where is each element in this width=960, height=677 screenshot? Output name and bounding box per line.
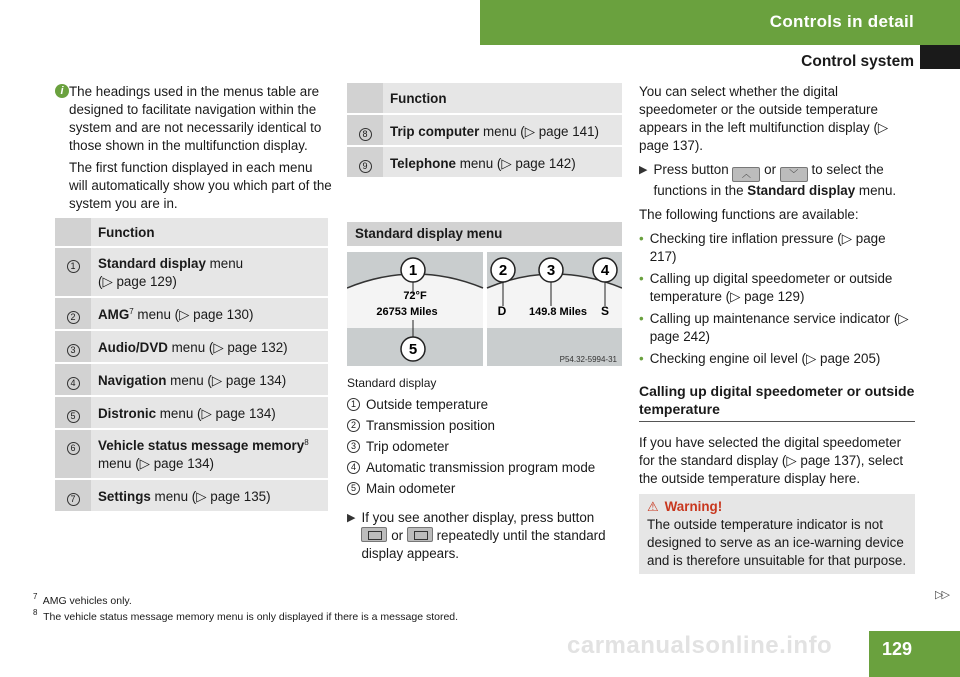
footnotes xyxy=(33,593,458,625)
table-row: 7 Settings menu (▷ page 135) xyxy=(55,480,328,513)
page-number: 129 xyxy=(881,639,912,659)
list-item: • Calling up digital speedometer or outside temperature (▷ page 129) xyxy=(639,271,893,304)
display-button-icon xyxy=(361,527,387,542)
legend-item: 4 Automatic transmission program mode xyxy=(347,457,625,478)
figure-code: P54.32-5994-31 xyxy=(559,355,617,364)
up-button-icon: ︿ xyxy=(732,167,760,182)
svg-text:4: 4 xyxy=(600,262,610,279)
table-row: 2 AMG$^7$ menu (▷ page 130) xyxy=(55,298,328,331)
footnote: $^7$ AMG vehicles only. xyxy=(33,592,132,607)
legend-item: 1 Outside temperature xyxy=(347,394,625,415)
instruction-step: ▶ If you see another display, press button or repeatedly until the standard display appears. xyxy=(347,510,606,561)
chapter-title: Controls in detail xyxy=(769,12,914,31)
subsection-heading: Calling up digital speedometer or outside temperature xyxy=(639,382,915,422)
chapter-tab xyxy=(480,0,960,45)
svg-text:1: 1 xyxy=(408,262,418,279)
legend-item: 5 Main odometer xyxy=(347,478,625,499)
legend-item: 3 Trip odometer xyxy=(347,436,625,457)
table-row: 9 Telephone menu (▷ page 142) xyxy=(347,147,622,179)
temp-readout: 72°F xyxy=(403,290,427,302)
info-text-2: The first function displayed in each menu will automatically show you which part of the system you are in. xyxy=(69,160,332,211)
continue-marker: ▷▷ xyxy=(935,589,948,601)
table-row: 1 Standard display menu (▷ page 129) xyxy=(55,248,328,298)
intro-text: You can select whether the digital speedometer or the outside temperature appears in the left multifunction display (▷ page 137). xyxy=(639,84,889,153)
trip-readout: 149.8 Miles xyxy=(528,306,588,318)
menu-table-1 xyxy=(55,218,328,513)
table-row: 3 Audio/DVD menu (▷ page 132) xyxy=(55,331,328,364)
page-number-box xyxy=(869,631,960,677)
info-note xyxy=(55,83,333,217)
watermark: carmanualsonline.info xyxy=(567,632,833,659)
display-button-icon xyxy=(407,527,433,542)
table-header: Function xyxy=(347,83,622,115)
odometer-readout: 26753 Miles xyxy=(376,306,438,318)
list-item: • Checking engine oil level (▷ page 205) xyxy=(639,351,881,366)
section-marker xyxy=(920,45,960,69)
available-text: The following functions are available: xyxy=(639,207,859,222)
footnote: $^8$ The vehicle status message memory menu is only displayed if there is a message stored. xyxy=(33,608,459,623)
standard-display-text xyxy=(347,374,625,563)
menu-table-2 xyxy=(347,83,622,179)
column-3 xyxy=(639,83,915,574)
svg-text:3: 3 xyxy=(546,262,556,279)
list-item: • Checking tire inflation pressure (▷ page 217) xyxy=(639,231,886,264)
gear-readout: D xyxy=(497,304,507,318)
cluster-svg xyxy=(347,252,622,366)
table-header: Function xyxy=(55,218,328,248)
step-arrow-icon: ▶ xyxy=(347,512,356,524)
down-button-icon: ﹀ xyxy=(780,167,808,182)
table-row: 8 Trip computer menu (▷ page 141) xyxy=(347,115,622,147)
warning-icon: ⚠ xyxy=(647,499,659,514)
table-row: 6 Vehicle status message memory$^8$ menu (▷ page 134) xyxy=(55,430,328,480)
instruction-step: ▶ Press button ︿ or ﹀ to select the functions in the Standard display menu. xyxy=(639,162,897,198)
warning-box: ⚠ Warning! The outside temperature indicator is not designed to serve as an ice-warning device and is therefore unsuitable for that purpose. xyxy=(639,494,915,574)
subsection-text: If you have selected the digital speedometer for the standard display (▷ page 137), select the outside temperature display here. xyxy=(639,435,904,486)
standard-display-heading: Standard display menu xyxy=(347,222,622,246)
section-title: Control system xyxy=(801,53,914,70)
standard-display-illustration xyxy=(347,252,622,366)
warning-text: The outside temperature indicator is not designed to serve as an ice-warning device and is therefore unsuitable for that purpose. xyxy=(647,517,907,568)
svg-text:2: 2 xyxy=(498,262,508,279)
figure-caption: Standard display xyxy=(347,376,437,390)
legend-item: 2 Transmission position xyxy=(347,415,625,436)
list-item: • Calling up maintenance service indicator (▷ page 242) xyxy=(639,311,909,344)
program-readout: S xyxy=(600,304,610,318)
table-row: 5 Distronic menu (▷ page 134) xyxy=(55,397,328,430)
svg-text:5: 5 xyxy=(408,341,418,358)
table-row: 4 Navigation menu (▷ page 134) xyxy=(55,364,328,397)
step-arrow-icon: ▶ xyxy=(639,164,648,176)
info-icon: i xyxy=(55,84,69,98)
info-text-1: The headings used in the menus table are designed to facilitate navigation within the system and are not necessarily identical to those shown in the multifunction display. xyxy=(69,84,322,153)
